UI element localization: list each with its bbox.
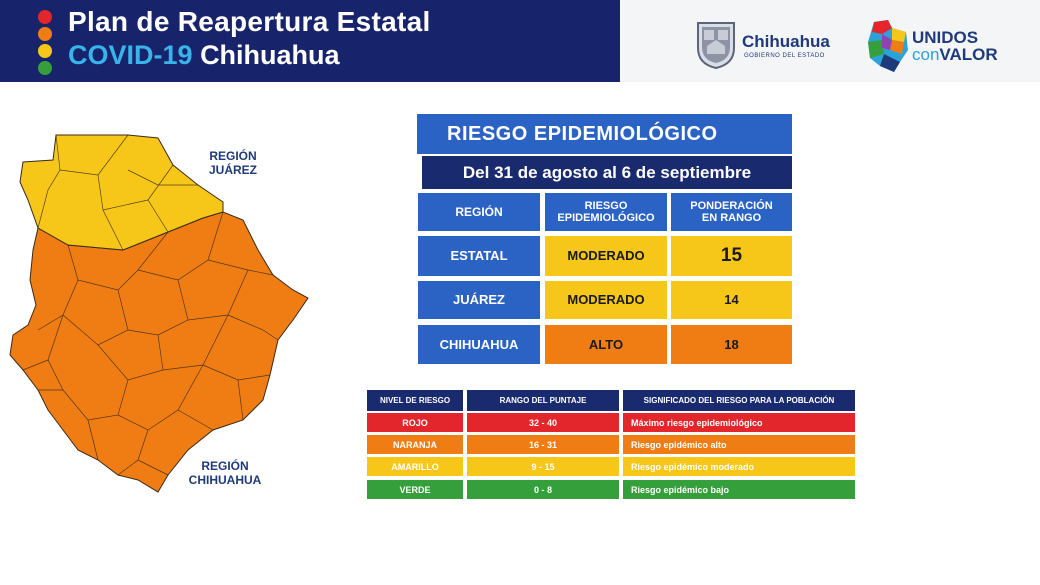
risk-row-chihuahua-region: CHIHUAHUA	[418, 325, 540, 364]
header-bar	[0, 0, 1040, 82]
level-rojo-rango: 32 - 40	[467, 413, 619, 432]
page-title: Plan de Reapertura Estatal	[68, 6, 431, 37]
state-shield-icon	[695, 20, 737, 70]
level-amarillo-significado: Riesgo epidémico moderado	[623, 457, 855, 476]
risk-header-riesgo: RIESGO EPIDEMIOLÓGICO	[545, 193, 667, 231]
risk-row-estatal-region: ESTATAL	[418, 236, 540, 276]
level-verde-rango: 0 - 8	[467, 480, 619, 499]
level-naranja-significado: Riesgo epidémico alto	[623, 435, 855, 454]
risk-header-ponderacion: PONDERACIÓN EN RANGO	[671, 193, 792, 231]
uv-line1: UNIDOS	[912, 28, 979, 47]
red-light-icon	[38, 10, 52, 24]
level-amarillo-rango: 9 - 15	[467, 457, 619, 476]
level-rojo-nivel: ROJO	[367, 413, 463, 432]
level-header-rango: RANGO DEL PUNTAJE	[467, 390, 619, 411]
chihuahua-map	[8, 130, 313, 495]
orange-light-icon	[38, 27, 52, 41]
risk-header-region: REGIÓN	[418, 193, 540, 231]
risk-row-juarez-region: JUÁREZ	[418, 281, 540, 319]
subtitle-covid: COVID-19	[68, 40, 193, 70]
risk-row-juarez-riesgo: MODERADO	[545, 281, 667, 319]
level-verde-significado: Riesgo epidémico bajo	[623, 480, 855, 499]
level-header-nivel: NIVEL DE RIESGO	[367, 390, 463, 411]
yellow-light-icon	[38, 44, 52, 58]
risk-row-chihuahua-ponderacion: 18	[671, 325, 792, 364]
subtitle-state: Chihuahua	[200, 40, 340, 70]
green-light-icon	[38, 61, 52, 75]
level-rojo-significado: Máximo riesgo epidemiológico	[623, 413, 855, 432]
gov-subtitle: GOBIERNO DEL ESTADO	[744, 53, 825, 59]
page-subtitle	[68, 40, 340, 71]
region-juarez-label: REGIÓN JUÁREZ	[208, 149, 257, 177]
region-chihuahua-label: REGIÓN CHIHUAHUA	[188, 459, 262, 487]
risk-row-estatal-ponderacion: 15	[671, 236, 792, 276]
uv-con: con	[912, 45, 940, 64]
level-header-significado: SIGNIFICADO DEL RIESGO PARA LA POBLACIÓN	[623, 390, 855, 411]
risk-row-chihuahua-riesgo: ALTO	[545, 325, 667, 364]
level-amarillo-nivel: AMARILLO	[367, 457, 463, 476]
risk-title: RIESGO EPIDEMIOLÓGICO	[417, 114, 792, 154]
traffic-light-icon	[38, 10, 58, 74]
gov-name: Chihuahua	[742, 32, 830, 51]
level-verde-nivel: VERDE	[367, 480, 463, 499]
risk-row-estatal-riesgo: MODERADO	[545, 236, 667, 276]
uv-line2	[912, 45, 998, 65]
level-naranja-nivel: NARANJA	[367, 435, 463, 454]
unidos-con-valor-logo-icon	[866, 18, 910, 74]
uv-valor: VALOR	[939, 45, 998, 64]
risk-dates: Del 31 de agosto al 6 de septiembre	[422, 156, 792, 189]
map-region-chihuahua	[10, 212, 308, 492]
level-naranja-rango: 16 - 31	[467, 435, 619, 454]
risk-row-juarez-ponderacion: 14	[671, 281, 792, 319]
